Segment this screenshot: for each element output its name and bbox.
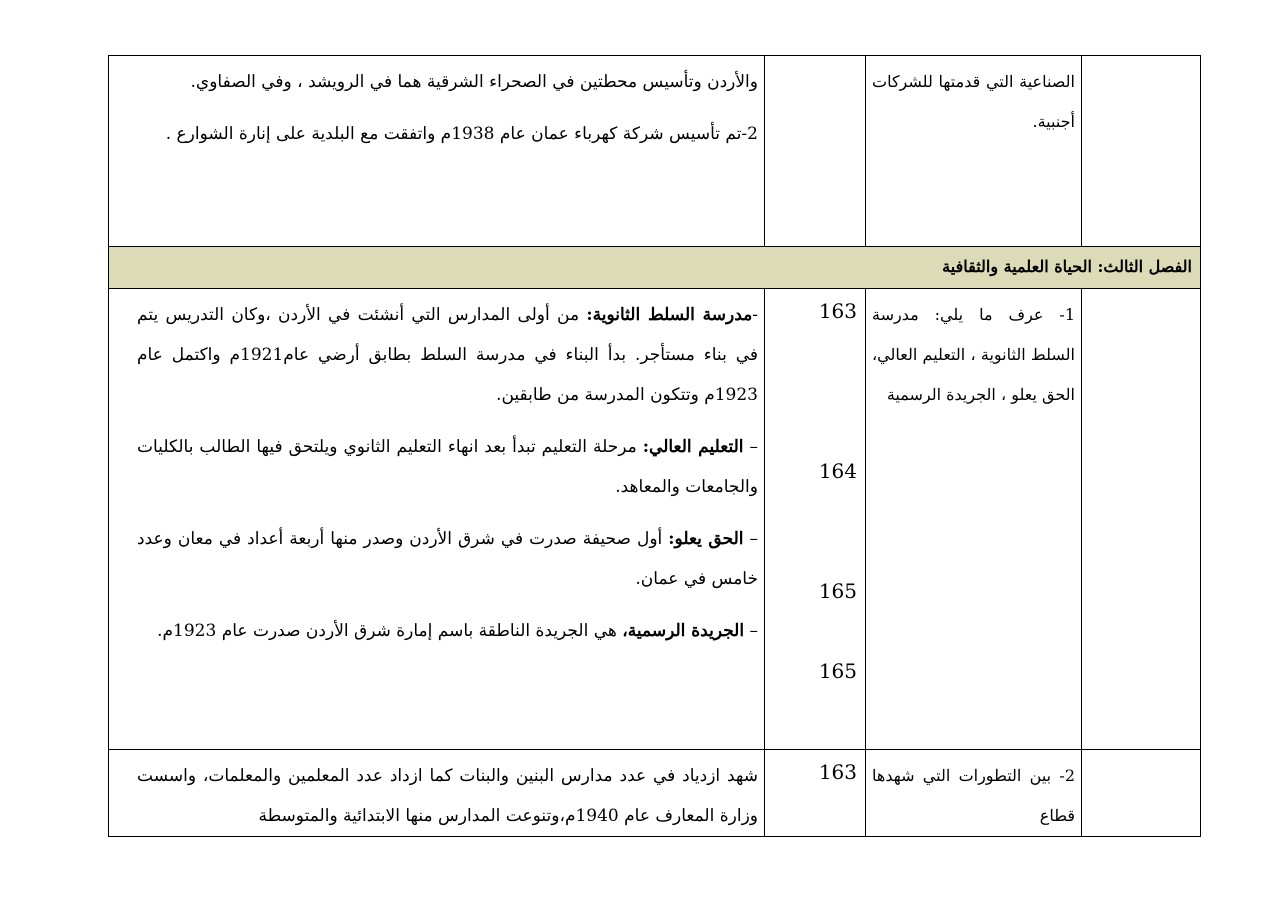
page-number: 165 [818,659,857,683]
blank-cell [1082,750,1201,837]
table-row [109,750,1201,837]
question-text: 1- عرف ما يلي: مدرسة السلط الثانوية ، التعليم العالي، الحق يعلو ، الجريدة الرسمية [872,305,1075,404]
answer-paragraph: والأردن وتأسيس محطتين في الصحراء الشرقية هما في الرويشد ، وفي الصفاوي. [190,72,758,92]
answer-cell [109,289,765,750]
item-prefix: - [752,305,758,325]
definition: هي الجريدة الناطقة باسم إمارة شرق الأردن صدرت عام 1923م. [157,621,623,641]
definition: من أولى المدارس التي أنشئت في الأردن ،وكان التدريس يتم في بناء مستأجر. بدأ البناء في مدرسة السلط بطابق أرضي عام1921م واكتمل عام 1923م وتتكون المدرسة من طابقين. [137,305,758,405]
answer-cell [109,750,765,837]
question-cell [866,56,1082,247]
page-cell [765,289,866,750]
page-number: 164 [818,459,857,483]
term: مدرسة السلط الثانوية: [586,305,753,325]
term: التعليم العالي: [642,437,744,457]
term: الجريدة الرسمية، [622,621,745,641]
question-text: الصناعية التي قدمتها للشركات أجنبية. [872,72,1075,131]
page-cell [765,750,866,837]
item-prefix: – [743,437,759,457]
answer-cell [109,56,765,247]
blank-cell [1082,289,1201,750]
definition-item [137,611,758,651]
item-prefix: – [744,621,758,641]
section-heading-row [109,247,1201,289]
table-row [109,289,1201,750]
section-heading: الفصل الثالث: الحياة العلمية والثقافية [942,257,1192,276]
page-number: 165 [818,579,857,603]
answer-paragraph: 2-تم تأسيس شركة كهرباء عمان عام 1938م واتفقت مع البلدية على إنارة الشوارع . [165,124,758,144]
answer-paragraph: شهد ازدياد في عدد مدارس البنين والبنات كما ازداد عدد المعلمين والمعلمات، واسست وزارة المعارف عام 1940م،وتنوعت المدارس منها الابتدائية والمتوسطة [137,766,758,826]
term: الحق يعلو: [668,529,744,549]
definition: أول صحيفة صدرت في شرق الأردن وصدر منها أربعة أعداد في معان وعدد خامس في عمان. [137,529,758,589]
definition-item [137,427,758,507]
definition: مرحلة التعليم تبدأ بعد انهاء التعليم الثانوي ويلتحق فيها الطالب بالكليات والجامعات والمعاهد. [137,437,758,497]
table-row [109,56,1201,247]
question-cell [866,289,1082,750]
page-number: 163 [818,299,857,323]
item-prefix: – [743,529,758,549]
section-heading-cell [109,247,1201,289]
question-cell [866,750,1082,837]
page-cell [765,56,866,247]
definition-item [137,519,758,599]
curriculum-table [108,55,1201,837]
question-text: 2- بين التطورات التي شهدها قطاع [872,766,1075,825]
blank-cell [1082,56,1201,247]
page-number: 163 [818,760,857,784]
definition-item [137,295,758,415]
